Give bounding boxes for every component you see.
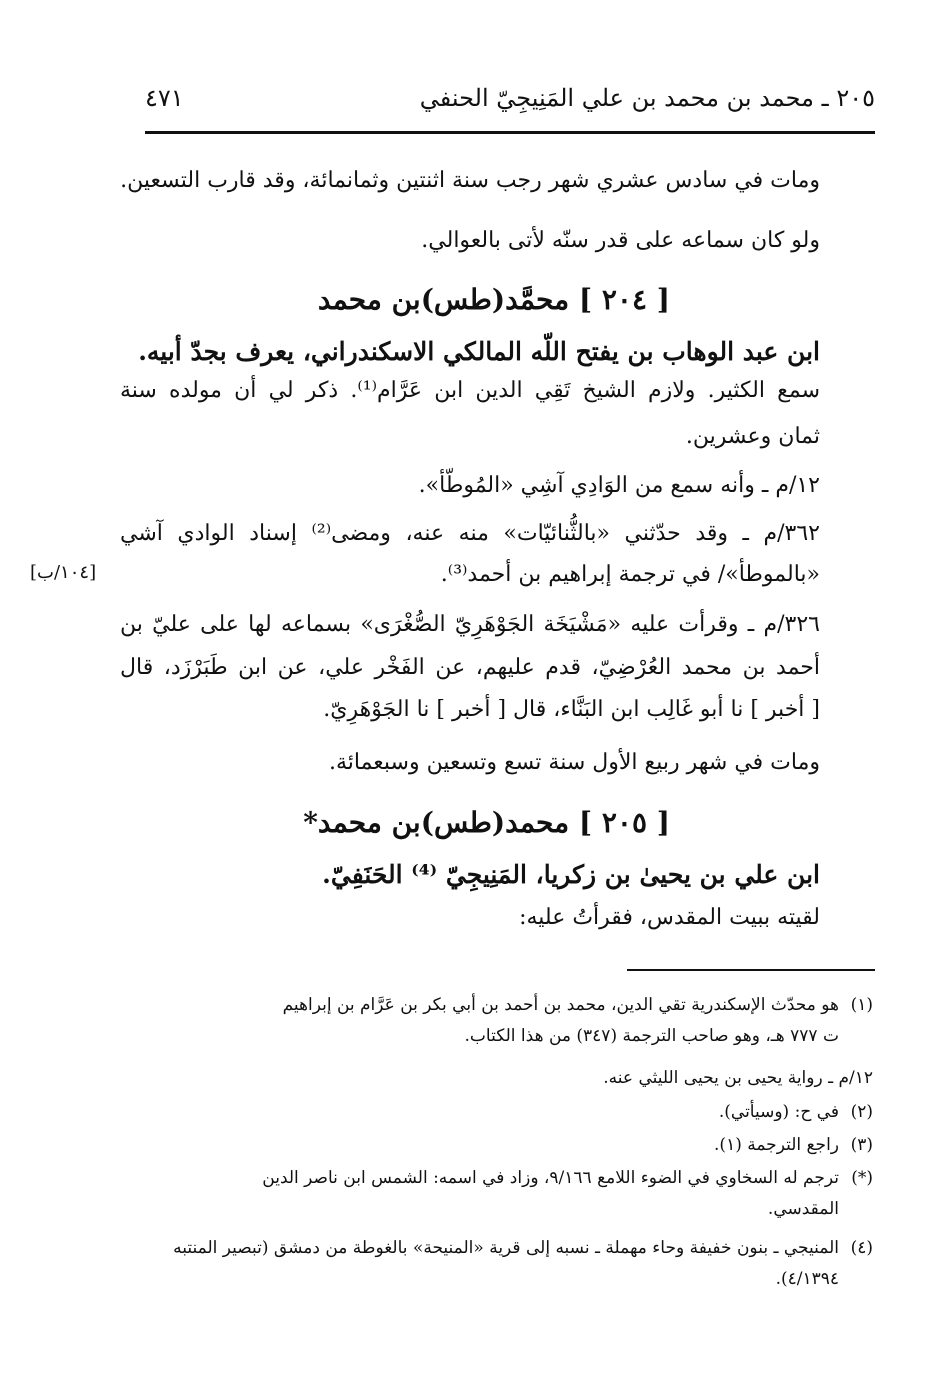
- footnote-number: (٤): [850, 1238, 873, 1258]
- footnote-text: ١٢/م ـ رواية يحيى بن يحيى الليثي عنه.: [603, 1068, 873, 1088]
- footnote-number: (*): [851, 1168, 873, 1188]
- footnote-number: (٢): [850, 1102, 873, 1122]
- running-header: [145, 84, 875, 116]
- header-title: ٢٠٥ ـ محمد بن محمد بن علي المَنِيجِيّ الحنفي: [419, 84, 875, 112]
- footnote-text: المنيجي ـ بنون خفيفة وحاء مهملة ـ نسبه إلى قرية «المنيحة» بالغوطة من دمشق (تبصير المنتبه: [173, 1238, 839, 1258]
- footnote-text: ترجم له السخاوي في الضوء اللامع ٩/١٦٦، وزاد في اسمه: الشمس ابن ناصر الدين: [262, 1168, 839, 1188]
- footnote-text: راجع الترجمة (١).: [714, 1135, 839, 1155]
- paragraph: ومات في شهر ربيع الأول سنة تسع وتسعين وسبعمائة.: [328, 750, 820, 775]
- footnote-text: المقدسي.: [767, 1198, 839, 1219]
- footnote-1-continuation: [603, 1063, 873, 1094]
- footnote-rule: [627, 969, 875, 971]
- footnote-text: ٤/١٣٩٤).: [775, 1268, 839, 1289]
- footnote-text: في ح: (وسيأتي).: [718, 1102, 839, 1122]
- footnote-4: [133, 1233, 873, 1294]
- footnote-number: (٣): [850, 1135, 873, 1155]
- footnote-number: (١): [850, 995, 873, 1015]
- paragraph: [ أخبر ] نا أبو غَالِب ابن البَنَّاء، قال [ أخبر ] نا الجَوْهَرِيّ.: [323, 697, 820, 722]
- entry-205-lineage: ابن علي بن يحيىٰ بن زكريا، المَنِيجِيّ ⁽⁴⁾ الحَنَفِيّ.: [322, 860, 820, 889]
- footnote-star: [133, 1163, 873, 1224]
- paragraph: أحمد بن محمد العُرْضِيّ، قدم عليهم، عن الفَخْر علي، عن ابن طَبَرْزَد، قال: [120, 655, 820, 680]
- margin-folio-note: [١٠٤/ب]: [30, 562, 97, 583]
- page-number: ٤٧١: [145, 84, 184, 112]
- paragraph: ٣٦٢/م ـ وقد حدّثني «بالثُّنائيّات» منه عنه، ومضى⁽²⁾ إسناد الوادي آشي: [120, 521, 820, 546]
- footnote-3: [714, 1130, 873, 1161]
- entry-204-lineage: ابن عبد الوهاب بن يفتح اللّه المالكي الاسكندراني، يعرف بجدّ أبيه.: [138, 337, 820, 366]
- paragraph: «بالموطأ»/ في ترجمة إبراهيم بن أحمد⁽³⁾.: [440, 562, 820, 587]
- paragraph: ٣٢٦/م ـ وقرأت عليه «مَشْيَخَة الجَوْهَرِيّ الصُّغْرَى» بسماعه لها على عليّ بن: [120, 612, 820, 637]
- footnote-1: [133, 990, 873, 1051]
- paragraph: ثمان وعشرين.: [685, 424, 820, 449]
- paragraph: ولو كان سماعه على قدر سنّه لأتى بالعوالي.: [421, 228, 820, 253]
- footnote-text: هو محدّث الإسكندرية تقي الدين، محمد بن أحمد بن أبي بكر بن عَرَّام بن إبراهيم: [282, 995, 839, 1015]
- entry-205-heading: [ ٢٠٥ ] محمد(طس)بن محمد*: [303, 806, 670, 839]
- entry-204-heading: [ ٢٠٤ ] محمَّد(طس)بن محمد: [317, 283, 670, 316]
- paragraph: لقيته ببيت المقدس، فقرأتُ عليه:: [519, 905, 820, 930]
- footnote-2: [719, 1097, 873, 1128]
- header-rule: [145, 131, 875, 134]
- paragraph: ١٢/م ـ وأنه سمع من الوَادِي آشِي «المُوطّأ».: [418, 473, 820, 498]
- paragraph: ومات في سادس عشري شهر رجب سنة اثنتين وثمانمائة، وقد قارب التسعين.: [120, 168, 820, 193]
- footnote-text: ت ٧٧٧ هـ، وهو صاحب الترجمة (٣٤٧) من هذا الكتاب.: [464, 1025, 839, 1046]
- paragraph: سمع الكثير. ولازم الشيخ تَقِي الدين ابن عَرَّام⁽¹⁾. ذكر لي أن مولده سنة: [120, 378, 821, 403]
